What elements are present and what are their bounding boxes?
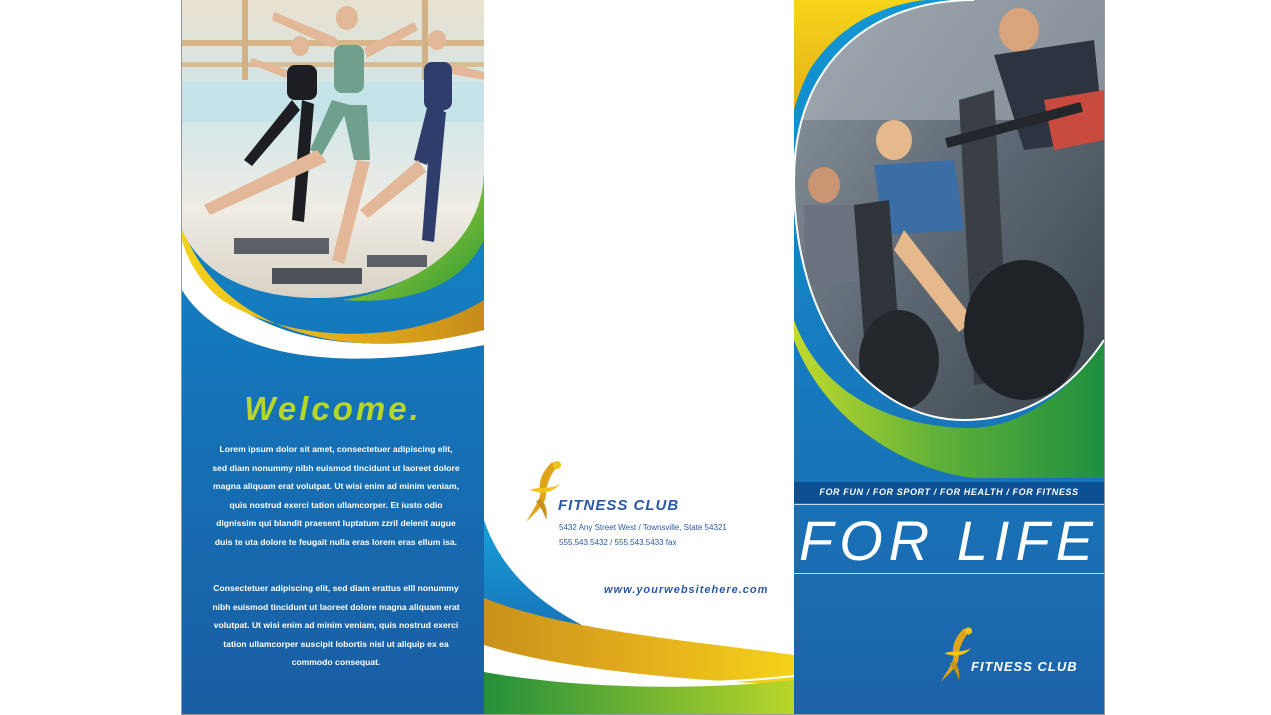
tagline-bar: FOR FUN / FOR SPORT / FOR HEALTH / FOR FITNESS <box>794 482 1104 503</box>
divider-top <box>794 504 1104 505</box>
website-link[interactable]: www.yourwebsitehere.com <box>604 584 769 596</box>
cycling-photo <box>794 0 1104 430</box>
brand-name: FITNESS CLUB <box>971 659 1078 674</box>
divider-bottom <box>794 573 1104 574</box>
fitness-figure-icon <box>524 460 562 526</box>
phone-line: 555.543.5432 / 555.543.5433 fax <box>559 538 677 547</box>
address-line: 5432 Any Street West / Townsville, State 54321 <box>559 523 727 532</box>
right-panel-art <box>794 0 1104 714</box>
middle-panel-art <box>484 0 794 714</box>
body-paragraph: Consectetuer adipiscing elit, sed diam erattus elll nonummy nibh euismod tincidunt ut laoreet dolore magna aliquam erat volutpat. Ut wisi enim ad minim veniam, quis nostrud exerci tation ullamcorper suscipit lobortis nisl ut aliquip ex ea commodo consequat. <box>212 583 460 668</box>
right-panel <box>794 0 1104 714</box>
fitness-figure-icon <box>939 626 973 686</box>
welcome-heading: Welcome. <box>244 390 422 427</box>
intro-paragraph: Lorem ipsum dolor sit amet, consectetuer adipiscing elit, sed diam nonummy nibh euismod tincidunt ut laoreet dolore magna aliquam erat volutpat. Ut wisi enim ad minim veniam, quis nostrud exerci tation ullamcorper. Et iusto odio dignissim qui blandit praesent luptatum zzril delenit augue duis te uta dolore te feugait nulla eras lorem eras ellum isa. <box>212 444 460 547</box>
for-life-headline: FOR LIFE <box>798 509 1100 572</box>
left-panel <box>182 0 484 714</box>
aerobics-photo <box>182 0 484 300</box>
brand-name: FITNESS CLUB <box>558 497 680 514</box>
middle-panel <box>484 0 794 714</box>
brochure-sheet <box>182 0 1104 714</box>
